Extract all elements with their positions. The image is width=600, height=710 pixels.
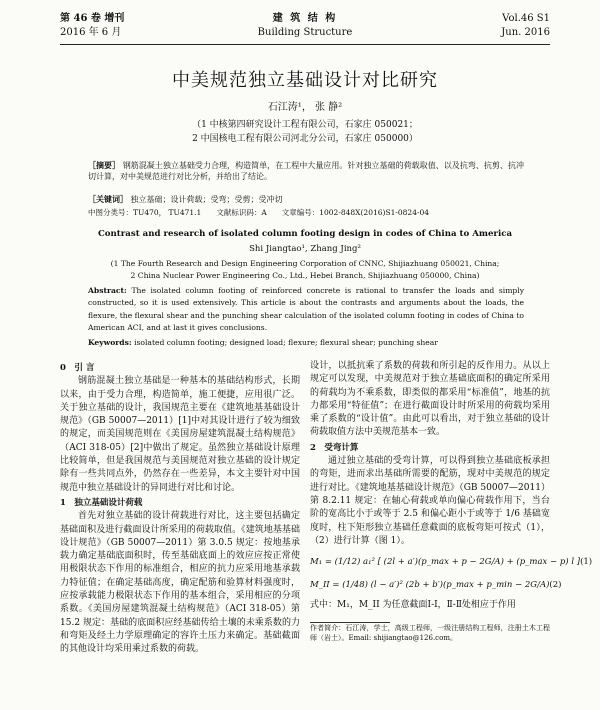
affiliation-cn-2: 2 中国核电工程有限公司河北分公司，石家庄 050000） [192, 134, 418, 144]
affiliations-en [60, 258, 550, 282]
section-1-title: 1 独立基础设计荷载 [60, 497, 143, 508]
affiliations-cn [60, 118, 550, 146]
affiliation-en-1: (1 The Fourth Research and Design Engineering Corporation of CNNC, Shijiazhuang 050021, China; [110, 259, 500, 268]
date-en: Jun. 2016 [501, 27, 550, 38]
keywords-en [88, 338, 524, 347]
journal-name: 建 筑 结 构 [272, 13, 338, 24]
abstract-cn [88, 160, 524, 182]
header-rule [60, 44, 550, 45]
volume-en: Vol.46 S1 [502, 13, 550, 24]
section-2-title: 2 受弯计算 [310, 442, 359, 453]
section-2-paragraph: 通过独立基础的受弯计算，可以得到独立基础底板承担的弯矩，进而求出基础所需要的配筋，现对中美规范的规定进行对比。《建筑地基基础设计规范》（GB 50007—2011）第 8.2.11 规定：在轴心荷载或单向偏心荷载作用下，当台阶的宽高比小于或等于 2.5 和偏心距小于或等于 1/6 基础宽度时，柱下矩形独立基础任意截面的底板弯矩可按式（1），（2）进行计算（图 1）。 [310, 456, 550, 546]
abstract-cn-label: ［摘要］ [88, 160, 121, 170]
formula-1-row [310, 556, 593, 569]
keywords-cn [88, 194, 524, 205]
formula-2-number: (2) [549, 580, 562, 591]
section-1-paragraph: 首先对独立基础的设计荷载进行对比，这主要包括确定基础面积及进行截面设计所采用的荷载取值。《建筑地基基础设计规范》（GB 50007—2011）第 3.0.5 规定：按地基承载力确定基础底面积时，传至基础底面上的效应应按正常使用极限状态下作用的标准组合，相应的抗力应采用地基承载力特征值；在确定基础高度，确定配筋和验算材料强度时，应按承载能力极限状态下作用的基本组合，采用相应的分项系数。《美国房屋建筑混凝土结构规范》（ACI 318-05）第 15.2 规定：基础的底面积应经基础传给土壤的未乘系数的力和弯矩及经土力学原理确定的容许土压力来确定。基础截面的其他设计均采用乘过系数的荷载。 [60, 511, 300, 655]
keywords-cn-text: 独立基础；设计荷载；受弯；受剪；受冲切 [130, 195, 283, 204]
paper-title-en: Contrast and research of isolated column footing design in codes of China to America [97, 229, 513, 239]
keywords-en-label: Keywords: [88, 338, 132, 347]
abstract-cn-text: 钢筋混凝土独立基础受力合理，构造简单，在工程中大量应用。针对独立基础的荷载取值、以及抗弯、抗剪、抗冲切计算，对中美规范进行对比分析，并给出了结论。 [88, 161, 525, 181]
journal-volume: 第 46 卷 增刊 [60, 13, 125, 24]
section-0-paragraph: 钢筋混凝土独立基础是一种基本的基础结构形式，长期以来，由于受力合理，构造简单，施工便捷，应用很广泛。关于独立基础的设计，我国规范主要在《建筑地基基础设计规范》（GB 50007—2011）[1]中对其设计进行了较为细致的规定，而美国规范则在《美国房屋建筑混凝土结构规范》（ACI 318-05）[2]中做出了规定。虽然独立基础设计原理比较简单，但是我国规范与美国规范对独立基础的设计规定除有一些共同点外，仍然存在一些差异，本文主要针对中国规范中独立基础设计的异同进行对比和讨论。 [60, 376, 300, 493]
abstract-en [88, 285, 524, 335]
formula-explanation: 式中：M₁，M_II 为任意截面Ⅰ-Ⅰ，Ⅱ-Ⅱ处相应于作用 [310, 599, 516, 610]
keywords-cn-label: ［关键词］ [88, 194, 128, 204]
formula-2-row [310, 579, 562, 592]
authors-en: Shi Jiangtao¹, Zhang Jing² [249, 244, 361, 254]
paper-title-cn: 中美规范独立基础设计对比研究 [172, 70, 438, 91]
journal-name-en: Building Structure [257, 27, 353, 38]
formula-1: M₁ = (1/12) a₁² [ (2l + a′)(p_max + p − 2G/A) + (p_max − p) l ] [310, 557, 581, 568]
journal-date: 2016 年 6 月 [60, 27, 122, 38]
authors-cn: 石江涛¹， 张 静² [267, 102, 343, 113]
keywords-en-text: isolated column footing; designed load; flexure; flexural shear; punching shear [134, 338, 438, 347]
abstract-en-text: The isolated column footing of reinforced concrete is rational to transfer the loads and simply constructed, so it is used extensively. This article is about the contrasts and arguments about the loads, the flexure, the flexural shear and the punching shear calculation of the isolated column footing in codes of China to American ACI, and at last it gives conclusions. [88, 286, 524, 333]
classification-cn: 中图分类号：TU470， TU471.1 文献标识码：A 文章编号：1002-848X(2016)S1-0824-04 [88, 208, 430, 217]
affiliation-en-2: 2 China Nuclear Power Engineering Co., Ltd., Hebei Branch, Shijiazhuang 050000, China) [130, 271, 480, 280]
affiliation-cn-1: （1 中核第四研究设计工程有限公司，石家庄 050021； [192, 120, 418, 130]
abstract-en-label: Abstract: [88, 286, 127, 295]
section-0-title: 0 引 言 [60, 363, 95, 373]
formula-2: M_II = (1/48) (l − a′)² (2b + b′)(p_max + p_min − 2G/A) [310, 580, 550, 591]
right-col-paragraph-0: 设计，以抵抗乘了系数的荷载和所引起的反作用力。从以上规定可以发现，中美规范对于独立基础底面积的确定所采用的荷载均为不乘系数，即类似的都采用“标准值”，地基的抗力都采用“特征值”；在进行截面设计时所采用的荷载均采用乘了系数的“设计值”。由此可以看出，对于独立基础的设计荷载取值方法中美规范基本一致。 [310, 361, 550, 438]
right-column [310, 360, 593, 708]
author-footnote: 作者简介：石江涛，学士，高级工程师，一级注册结构工程师，注册土木工程师（岩土）。Email: shijiangtao@126.com。 [310, 624, 550, 643]
left-column [60, 360, 300, 708]
formula-1-number: (1) [580, 557, 593, 568]
